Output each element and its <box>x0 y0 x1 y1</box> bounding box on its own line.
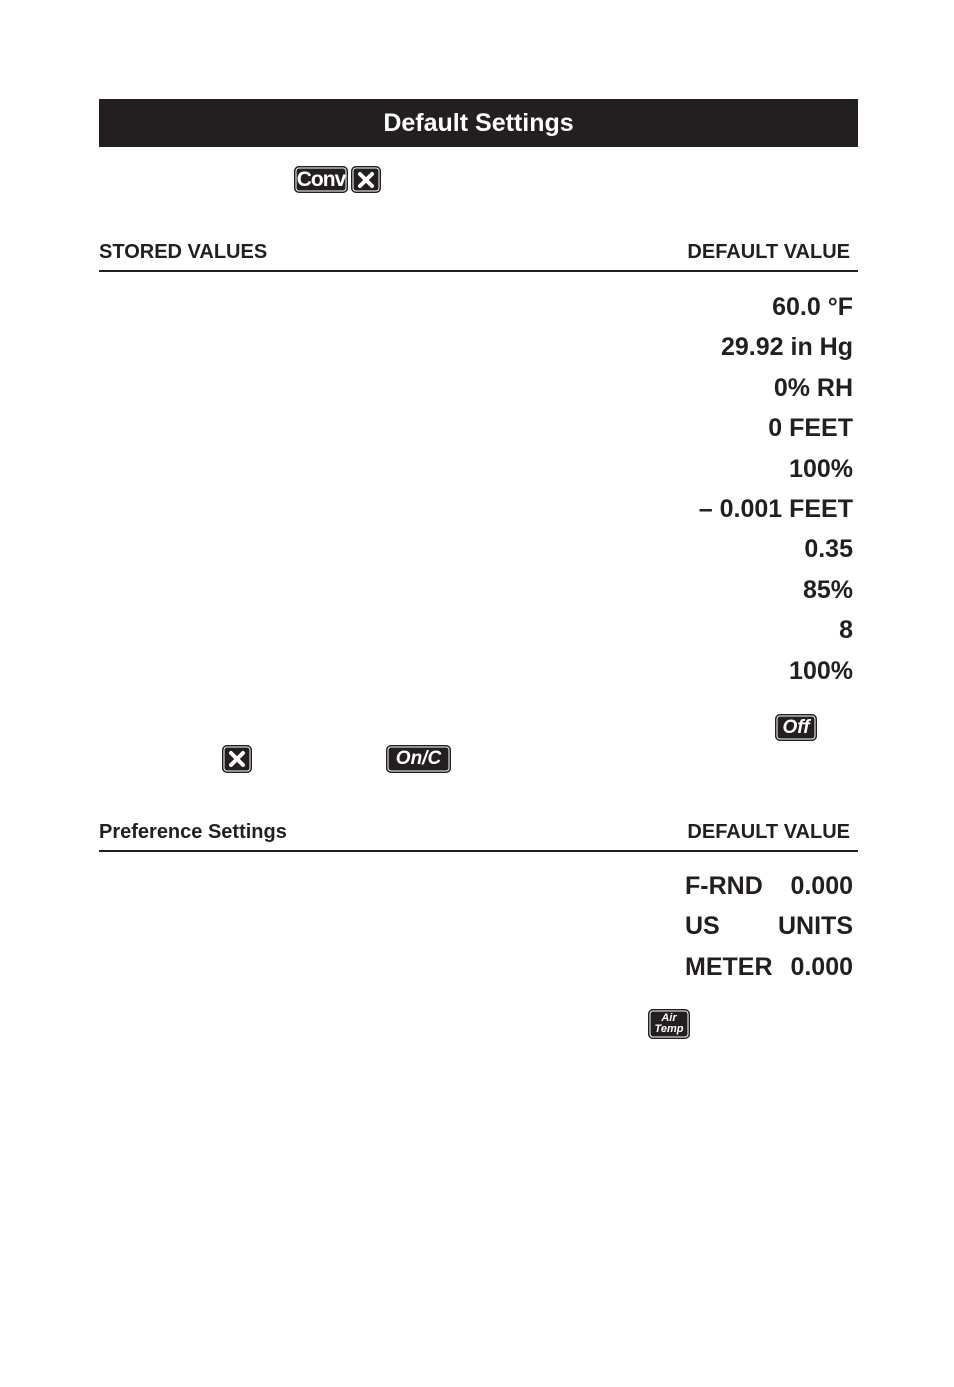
preference-settings-header <box>99 820 858 852</box>
preference-value: UNITS <box>778 912 853 941</box>
stored-value: 29.92 in Hg <box>721 333 853 362</box>
stored-value: 100% <box>789 656 853 685</box>
preference-settings-label: Preference Settings <box>99 821 287 843</box>
multiply-icon <box>228 750 246 768</box>
stored-value: 0 FEET <box>768 414 853 443</box>
stored-value: 0.35 <box>804 535 853 564</box>
conv-key: Conv <box>294 166 348 193</box>
preference-name: METER <box>685 952 773 981</box>
preference-row <box>685 906 853 946</box>
preference-name: US <box>685 912 720 941</box>
default-value-label: DEFAULT VALUE <box>687 241 850 263</box>
air-temp-key <box>648 1009 690 1039</box>
stored-value: 8 <box>839 616 853 645</box>
stored-value: 85% <box>802 575 853 604</box>
stored-value: 100% <box>789 454 853 483</box>
preference-value: 0.000 <box>790 872 853 900</box>
multiply-key <box>351 166 381 193</box>
preference-row <box>685 866 853 906</box>
stored-values-label: STORED VALUES <box>99 241 268 263</box>
stored-value: – 0.001 FEET <box>698 494 853 523</box>
off-key: Off <box>775 714 817 741</box>
page-title: Default Settings <box>99 99 858 147</box>
stored-values-header <box>99 240 858 272</box>
preference-value: 0.000 <box>790 952 853 981</box>
preference-row <box>685 947 853 987</box>
stored-value: 60.0 °F <box>772 293 853 321</box>
air-temp-key-top: Air <box>661 1012 677 1024</box>
multiply-icon <box>357 171 375 189</box>
preference-name: F-RND <box>685 872 763 900</box>
stored-values-list <box>699 287 853 691</box>
default-value-label: DEFAULT VALUE <box>687 821 850 843</box>
stored-value: 0% RH <box>773 373 853 402</box>
multiply-key <box>222 745 252 773</box>
on-clear-key: On/C <box>386 745 451 773</box>
air-temp-key-bottom: Temp <box>654 1023 684 1035</box>
preference-values-list <box>685 866 853 987</box>
